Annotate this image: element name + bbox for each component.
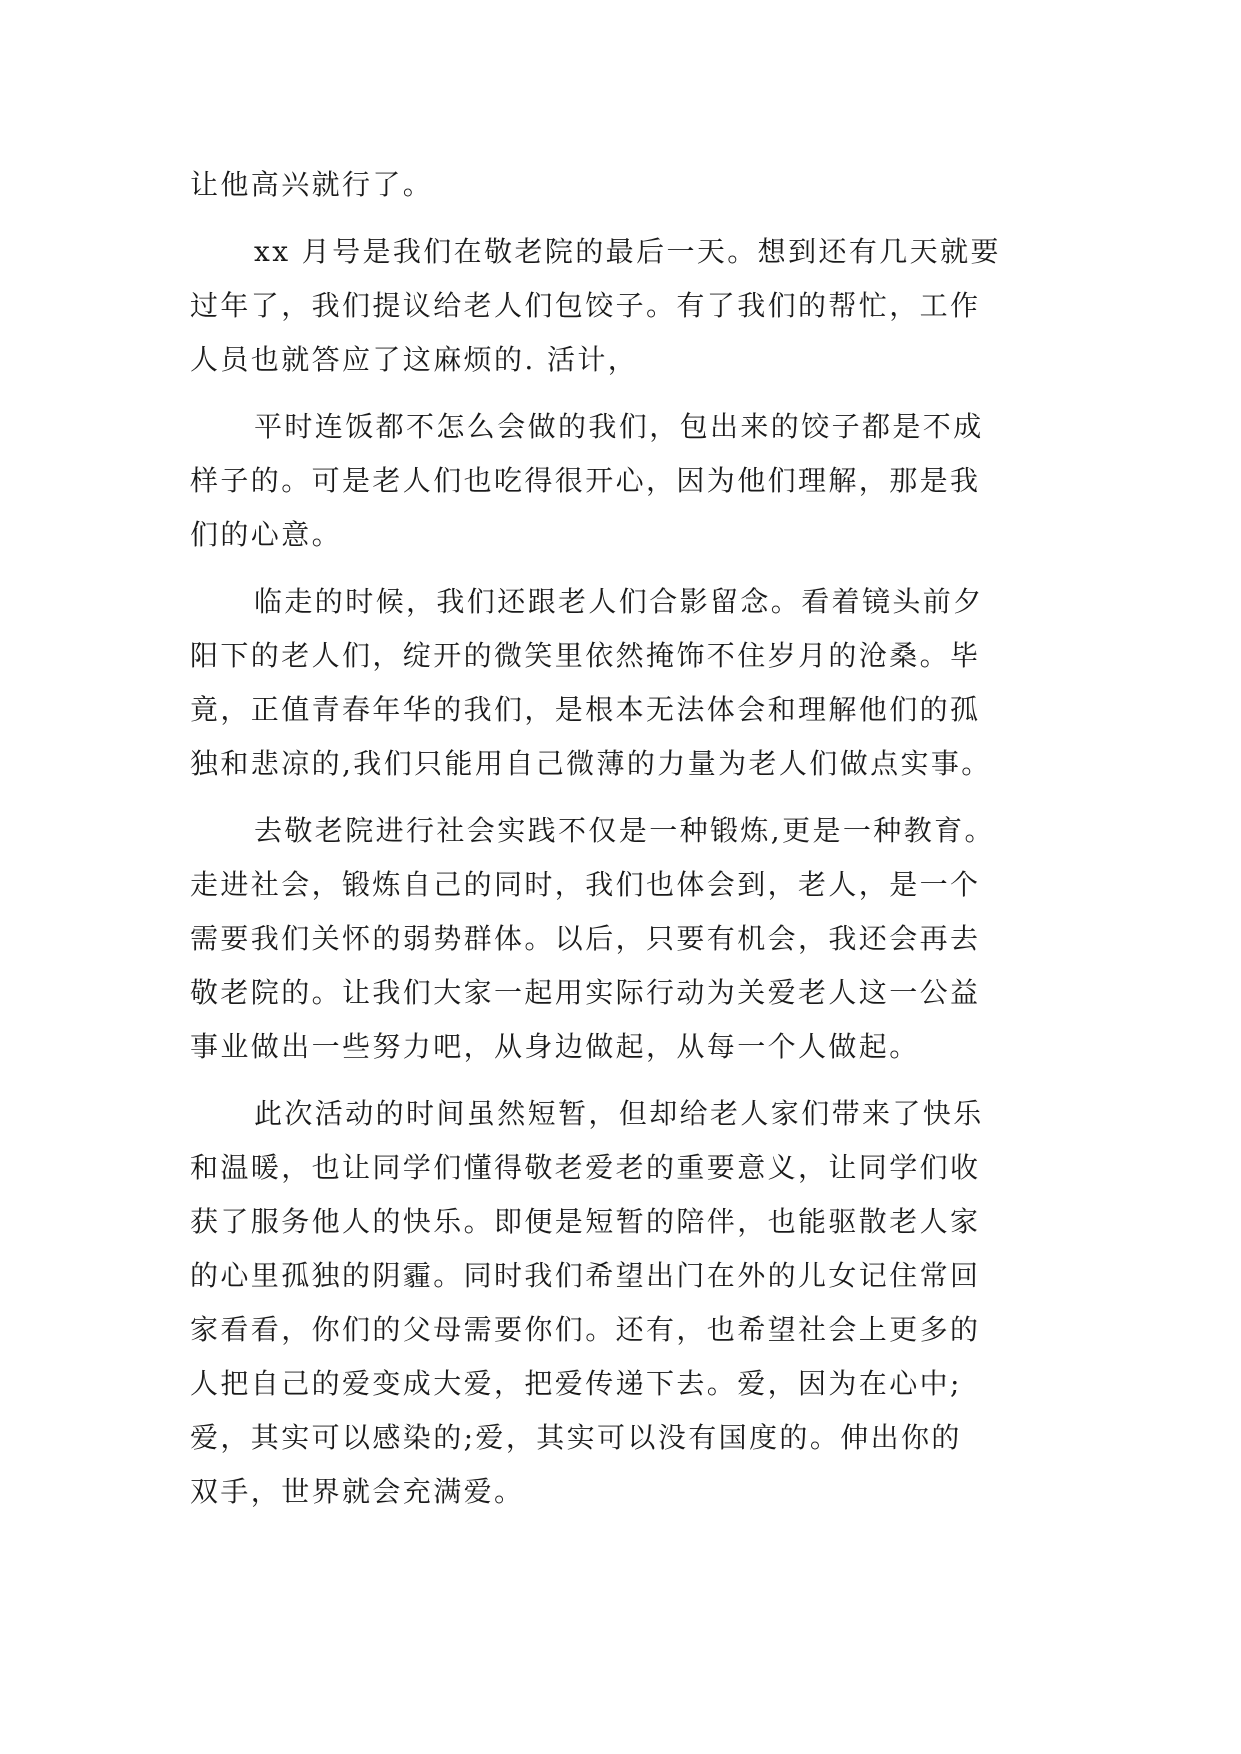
text-line: 过年了，我们提议给老人们包饺子。有了我们的帮忙，工作 [190, 289, 981, 322]
paragraph-3 [190, 400, 1050, 562]
text-line: 此次活动的时间虽然短暂，但却给老人家们带来了快乐 [254, 1097, 984, 1130]
text-line: 样子的。可是老人们也吃得很开心，因为他们理解，那是我 [190, 464, 981, 497]
text-line: 需要我们关怀的弱势群体。以后，只要有机会，我还会再去 [190, 922, 981, 955]
text-line: 和温暖，也让同学们懂得敬老爱老的重要意义，让同学们收 [190, 1151, 981, 1184]
text-line: 竟，正值青春年华的我们，是根本无法体会和理解他们的孤 [190, 693, 981, 726]
text-line: 平时连饭都不怎么会做的我们，包出来的饺子都是不成 [254, 410, 984, 443]
text-line: 临走的时候，我们还跟老人们合影留念。看着镜头前夕 [254, 585, 984, 618]
paragraph-1 [190, 158, 1050, 212]
text-line: 双手，世界就会充满爱。 [190, 1475, 525, 1508]
text-line: 事业做出一些努力吧，从身边做起，从每一个人做起。 [190, 1030, 920, 1063]
text-line: 人员也就答应了这麻烦的. 活计， [190, 343, 639, 376]
text-line: 走进社会，锻炼自己的同时，我们也体会到，老人，是一个 [190, 868, 981, 901]
paragraph-5 [190, 804, 1050, 1074]
text-line: 人把自己的爱变成大爱，把爱传递下去。爱，因为在心中; [190, 1367, 962, 1400]
text-line: 获了服务他人的快乐。即便是短暂的陪伴，也能驱散老人家 [190, 1205, 981, 1238]
document-body [190, 158, 1050, 1519]
text-line: 爱，其实可以感染的;爱，其实可以没有国度的。伸出你的 [190, 1421, 962, 1454]
text-line: 家看看，你们的父母需要你们。还有，也希望社会上更多的 [190, 1313, 981, 1346]
paragraph-6 [190, 1087, 1050, 1519]
text-line: 的心里孤独的阴霾。同时我们希望出门在外的儿女记住常回 [190, 1259, 981, 1292]
text-line: xx 月号是我们在敬老院的最后一天。想到还有几天就要 [254, 235, 1001, 268]
text-line: 让他高兴就行了。 [190, 168, 434, 201]
text-line: 阳下的老人们，绽开的微笑里依然掩饰不住岁月的沧桑。毕 [190, 639, 981, 672]
paragraph-4 [190, 575, 1050, 791]
text-line: 们的心意。 [190, 518, 343, 551]
paragraph-2 [190, 225, 1050, 387]
text-line: 去敬老院进行社会实践不仅是一种锻炼,更是一种教育。 [254, 814, 995, 847]
text-line: 敬老院的。让我们大家一起用实际行动为关爱老人这一公益 [190, 976, 981, 1009]
text-line: 独和悲凉的,我们只能用自己微薄的力量为老人们做点实事。 [190, 747, 992, 780]
